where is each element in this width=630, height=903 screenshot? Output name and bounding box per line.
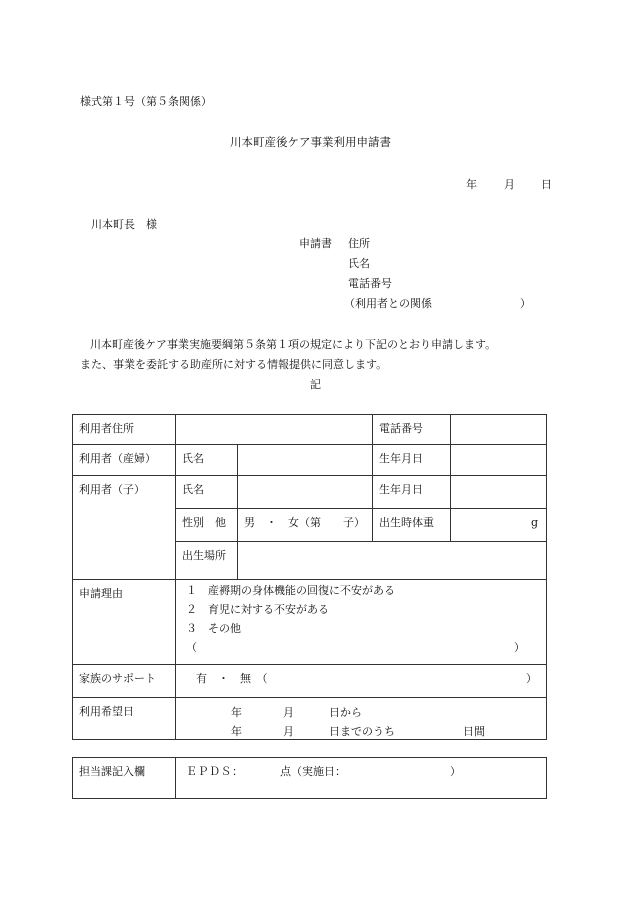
period-field[interactable] [176, 698, 547, 740]
period-start-day: 日から [329, 706, 362, 719]
form-number: 様式第１号（第５条関係） [80, 95, 212, 108]
applicant-phone-label: 電話番号 [348, 277, 392, 290]
reason-option-3[interactable]: ３ その他 [186, 622, 241, 635]
document-title: 川本町産後ケア事業利用申請書 [230, 135, 391, 149]
epds-field[interactable] [176, 758, 547, 799]
date-month: 月 [504, 178, 515, 191]
period-start-month: 月 [283, 706, 294, 719]
body-text-line-1: 川本町産後ケア事業実施要綱第５条第１項の規定により下記のとおり申請します。 [90, 338, 497, 351]
support-options[interactable]: 有 ・ 無 （ [196, 672, 268, 685]
support-field[interactable] [176, 665, 547, 698]
applicant-address-label: 住所 [348, 237, 370, 250]
birthplace-label: 出生場所 [176, 542, 238, 580]
phone-field[interactable] [451, 415, 547, 445]
mother-birthday-label: 生年月日 [373, 445, 451, 476]
epds-close-paren: ） [450, 765, 461, 778]
period-end-year: 年 [231, 725, 242, 738]
epds-score-label: 点（実施日： [280, 765, 346, 778]
reason-paren-open: （ [186, 641, 197, 654]
mother-label: 利用者（産婦） [73, 445, 176, 476]
mother-birthday-field[interactable] [451, 445, 547, 476]
user-address-label: 利用者住所 [73, 415, 176, 445]
period-label: 利用希望日 [73, 698, 176, 740]
child-name-field[interactable] [238, 476, 373, 509]
child-label: 利用者（子） [73, 476, 176, 580]
reason-label: 申請理由 [73, 580, 176, 665]
office-use-table [72, 757, 547, 799]
period-end-month: 月 [283, 725, 294, 738]
date-day: 日 [541, 178, 552, 191]
applicant-name-label: 氏名 [348, 257, 370, 270]
period-end-day: 日までのうち [329, 725, 395, 738]
applicant-label: 申請書 [299, 237, 332, 250]
child-birthday-label: 生年月日 [373, 476, 451, 509]
row-office-use [73, 758, 547, 799]
addressee: 川本町長 様 [91, 218, 157, 231]
applicant-relation: （利用者との関係 ） [344, 297, 531, 310]
row-mother [73, 445, 547, 476]
sex-options[interactable]: 男 ・ 女（第 子） [238, 509, 373, 542]
birthplace-field[interactable] [238, 542, 547, 580]
date-year: 年 [466, 178, 477, 191]
user-address-field[interactable] [176, 415, 373, 445]
row-user-address [73, 415, 547, 445]
reason-other-field[interactable] [186, 638, 546, 657]
support-label: 家族のサポート [73, 665, 176, 698]
row-support [73, 665, 547, 698]
child-birthday-field[interactable] [451, 476, 547, 509]
row-child-name [73, 476, 547, 509]
period-start-year: 年 [231, 706, 242, 719]
row-period [73, 698, 547, 740]
reason-paren-close: ） [514, 641, 525, 654]
mother-name-label: 氏名 [176, 445, 238, 476]
application-table [72, 414, 547, 740]
birth-weight-unit[interactable]: g [451, 509, 547, 542]
epds-label: ＥＰＤＳ： [186, 765, 244, 778]
row-reason [73, 580, 547, 665]
reason-option-2[interactable]: ２ 育児に対する不安がある [186, 603, 329, 616]
support-paren-close: ） [526, 672, 537, 685]
period-days: 日間 [463, 725, 485, 738]
phone-label: 電話番号 [373, 415, 451, 445]
body-text-line-2: また、事業を委託する助産所に対する情報提供に同意します。 [80, 358, 388, 371]
mother-name-field[interactable] [238, 445, 373, 476]
ki-label: 記 [310, 378, 321, 391]
birth-weight-label: 出生時体重 [373, 509, 451, 542]
sex-other-label: 性別 他 [176, 509, 238, 542]
office-use-label: 担当課記入欄 [73, 758, 176, 799]
reason-options [176, 580, 547, 665]
child-name-label: 氏名 [176, 476, 238, 509]
reason-option-1[interactable]: １ 産褥期の身体機能の回復に不安がある [186, 584, 395, 597]
